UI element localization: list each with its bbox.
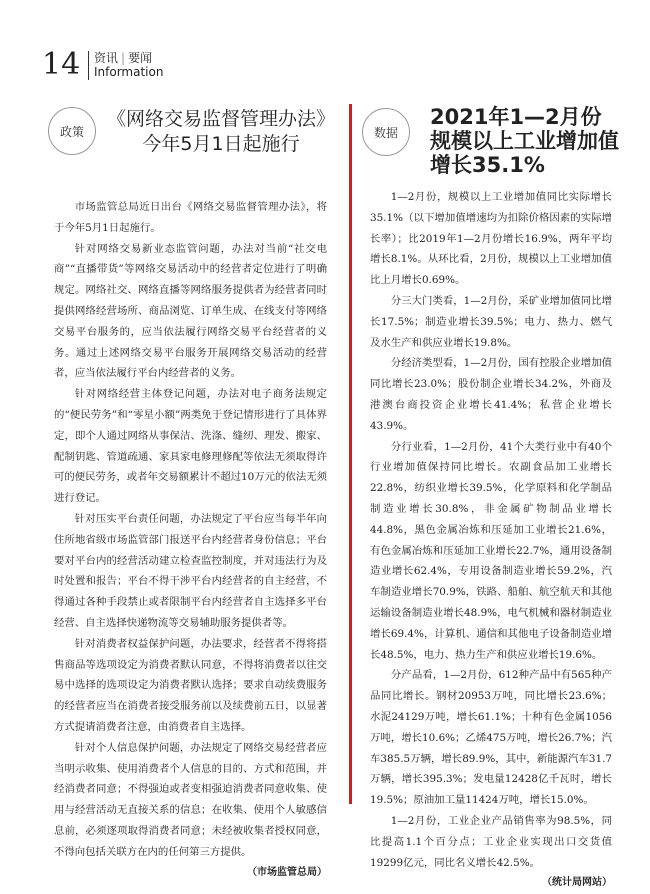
section-label <box>94 49 152 66</box>
paragraph: 分行业看，1—2月份，41个大类行业中有40个行业增加值保持同比增长。农副食品加工业增长22.8%，纺织业增长39.5%，化学原料和化学制品制造业增长30.8%，非金属矿物制品业增长44.8%，黑色金属冶炼和压延加工业增长21.6%，有色金属冶炼和压延加工业增长22.7%，通用设备制造业增长62.4%，专用设备制造业增长59.2%，汽车制造业增长70.9%，铁路、船舶、航空航天和其他运输设备制造业增长48.9%，电气机械和器材制造业增长69.4%，计算机、通信和其他电子设备制造业增长48.5%，电力、热力生产和供应业增长19.6%。 <box>370 440 612 661</box>
left-article-title: 《网络交易监督管理办法》今年5月1日起施行 <box>106 108 335 155</box>
paragraph: 分产品看，1—2月份，612种产品中有565种产品同比增长。钢材20953万吨，同比增长23.6%；水泥24129万吨，增长61.1%；十种有色金属1056万吨，增长10.6%；乙烯475万吨，增长26.7%；汽车385.5万辆，增长89.9%，其中，新能源汽车31.7万辆，增长395.3%；发电量12428亿千瓦时，增长19.5%；原油加工量11424万吨，增长15.0%。 <box>370 669 612 807</box>
paragraph: 针对个人信息保护问题，办法规定了网络交易经营者应当明示收集、使用消费者个人信息的目的、方式和范围，并经消费者同意；不得强迫或者变相强迫消费者同意收集、使用与经营活动无直接关系的信息；在收集、使用个人敏感信息前，必须逐项取得消费者同意；未经被收集者授权同意，不得向包括关联方在内的任何第三方提供。 <box>54 741 327 858</box>
paragraph: 市场监管总局近日出台《网络交易监督管理办法》，将于今年5月1日起施行。 <box>54 201 327 234</box>
left-article-body <box>54 197 327 883</box>
paragraph: 针对网络经营主体登记问题，办法对电子商务法规定的“便民劳务”和“零星小额”两类免于登记情形进行了具体界定，即个人通过网络从事保洁、洗涤、缝纫、理发、搬家、配制钥匙、管道疏通、家具家电修理修配等依法无须取得许可的便民劳务，或者年交易额累计不超过10万元的依法无须进行登记。 <box>54 388 327 505</box>
column-divider <box>349 104 352 804</box>
paragraph: 1—2月份，工业企业产品销售率为98.5%，同比提高1.1个百分点；工业企业实现出口交货值19299亿元，同比名义增长42.5%。 <box>370 814 612 869</box>
article-source: （市场监管总局） <box>247 866 327 878</box>
policy-badge: 政策 <box>48 107 96 155</box>
section-separator: | <box>121 51 126 65</box>
data-badge: 数据 <box>362 108 410 156</box>
right-article-title: 2021年1—2月份规模以上工业增加值增长35.1% <box>430 105 619 177</box>
paragraph: 针对消费者权益保护问题，办法要求，经营者不得将搭售商品等选项设定为消费者默认同意，不得将消费者以往交易中选择的选项设定为消费者默认选择；要求自动续费服务的经营者应当在消费者接受服务前以及续费前五日，以显著方式提请消费者注意，由消费者自主选择。 <box>54 637 327 733</box>
section-name: 资讯 <box>94 51 119 65</box>
page-number: 14 <box>42 47 81 82</box>
header-divider <box>88 51 89 80</box>
paragraph: 1—2月份，规模以上工业增加值同比实际增长35.1%（以下增加值增速均为扣除价格因素的实际增长率）；比2019年1—2月份增长16.9%，两年平均增长8.1%。从环比看，2月份，规模以上工业增加值比上月增长0.69%。 <box>370 191 612 287</box>
subsection-name: 要闻 <box>128 51 153 65</box>
right-article-body <box>370 187 612 894</box>
paragraph: 针对网络交易新业态监管问题，办法对当前“社交电商”“直播带货”等网络交易活动中的经营者定位进行了明确规定。网络社交、网络直播等网络服务提供者为经营者同时提供网络经营场所、商品浏览、订单生成、在线支付等网络交易平台服务的，应当依法履行网络交易平台经营者的义务。通过上述网络交易平台服务开展网络交易活动的经营者，应当依法履行平台内经营者的义务。 <box>54 242 327 380</box>
paragraph: 分三大门类看，1—2月份，采矿业增加值同比增长17.5%；制造业增长39.5%；电力、热力、燃气及水生产和供应业增长19.8%。 <box>370 294 612 349</box>
article-source: （统计局网站） <box>542 877 612 889</box>
section-name-en: Information <box>94 65 164 79</box>
paragraph: 针对压实平台责任问题，办法规定了平台应当每半年向住所地省级市场监管部门报送平台内经营者身份信息；平台要对平台内的经营活动建立检查监控制度，并对违法行为及时处置和报告；平台不得干涉平台内经营者的自主经营，不得通过各种手段禁止或者限制平台内经营者自主选择多平台经营、自主选择快递物流等交易辅助服务提供者等。 <box>54 512 327 629</box>
paragraph: 分经济类型看，1—2月份，国有控股企业增加值同比增长23.0%；股份制企业增长34.2%，外商及港澳台商投资企业增长41.4%；私营企业增长43.9%。 <box>370 357 612 432</box>
